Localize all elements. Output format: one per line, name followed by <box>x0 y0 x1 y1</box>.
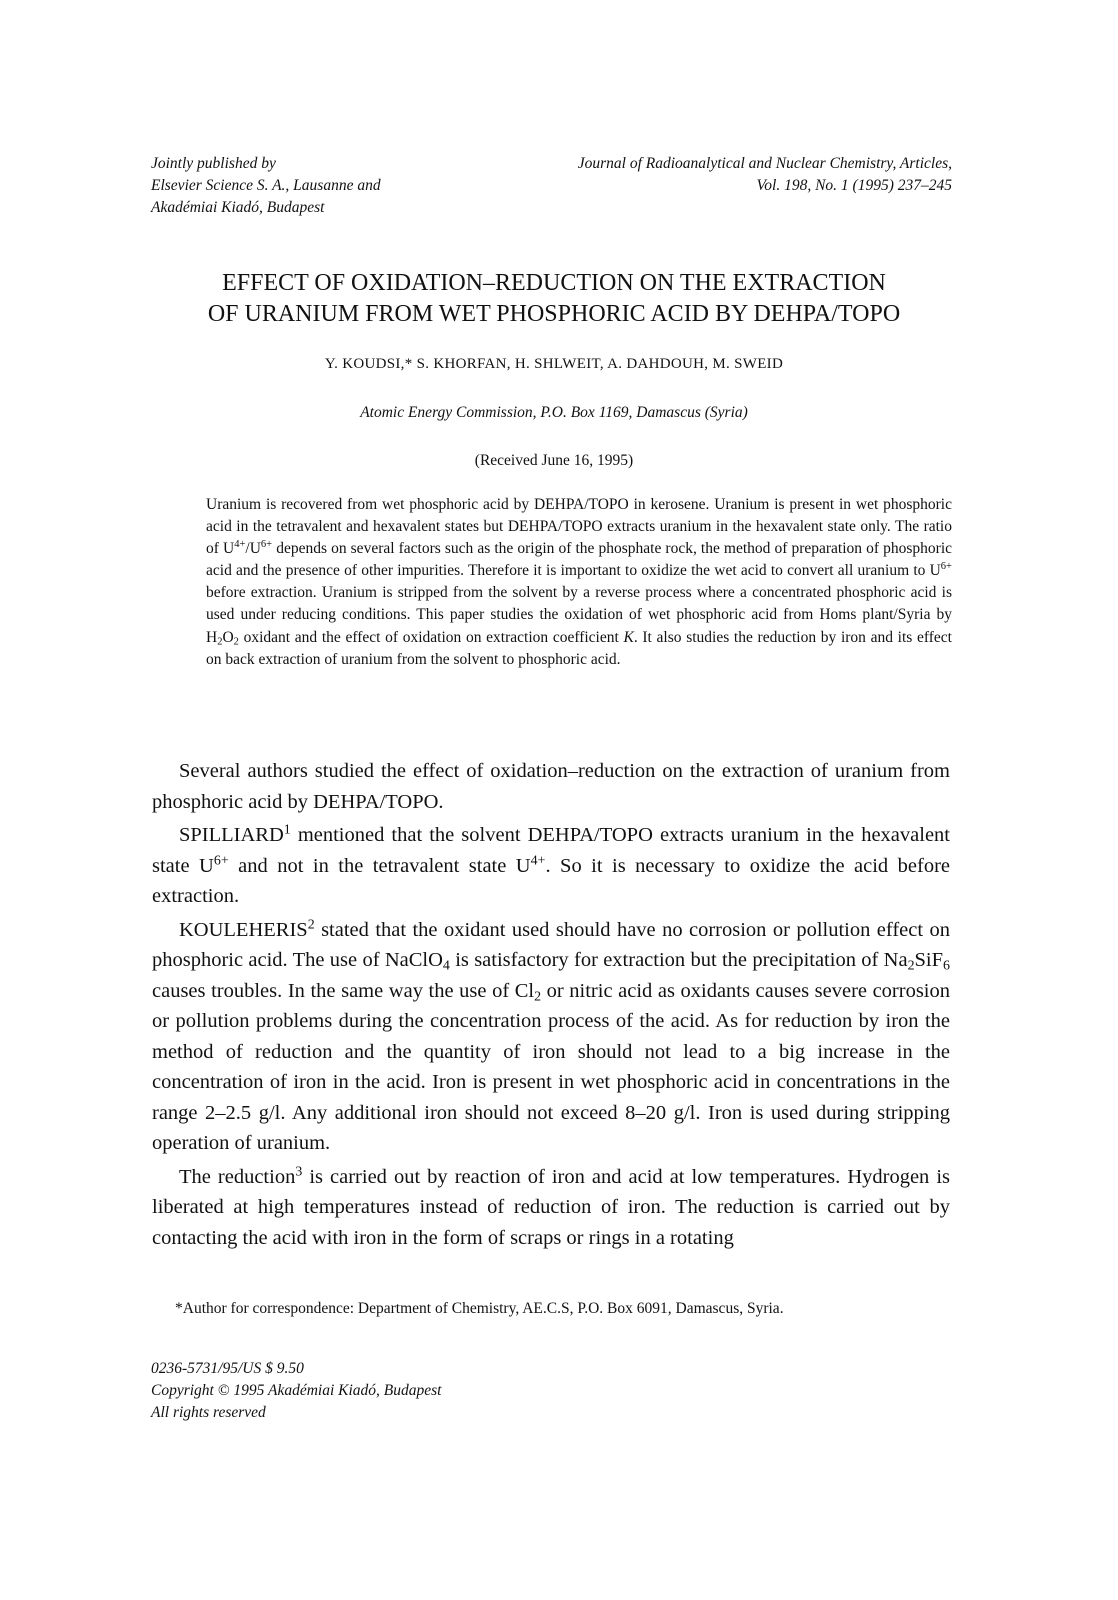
title-line-2: OF URANIUM FROM WET PHOSPHORIC ACID BY DEHPA/TOPO <box>207 301 901 327</box>
author-list: Y. KOUDSI,* S. KHORFAN, H. SHLWEIT, A. DAHDOUH, M. SWEID <box>324 356 784 372</box>
copyright-line: Copyright © 1995 Akadémiai Kiadó, Budapest <box>151 1382 442 1399</box>
abstract: Uranium is recovered from wet phosphoric acid by DEHPA/TOPO in kerosene. Uranium is present in wet phosphoric acid in the tetravalent and hexavalent states but DEHPA/TOPO extracts uranium in the hexavalent state only. The ratio of $U^{4+}/U^{6+}$ depends on several factors such as the origin of the phosphate rock, the method of preparation of phosphoric acid and the presence of other impurities. Therefore it is important to oxidize the wet acid to convert all uranium to $U^{6+}$ before extraction. Uranium is stripped from the solvent by a reverse process where a concentrated phosphoric acid is used under reducing conditions. This paper studies the oxidation of wet phosphoric acid from Homs plant/Syria by $H_2O_2$ oxidant and the effect of oxidation on extraction coefficient K. It also studies the reduction by iron and its effect on back extraction of uranium from the solvent to phosphoric acid. <box>206 496 952 668</box>
paragraph: SPILLIARD$^1$ mentioned that the solvent DEHPA/TOPO extracts uranium in the hexavalent state $U^{6+}$ and not in the tetravalent state $U^{4+}$. So it is necessary to oxidize the acid before extraction. <box>152 822 950 907</box>
journal-line: Journal of Radioanalytical and Nuclear Chemistry, Articles, <box>577 155 952 172</box>
issn-price: 0236-5731/95/US $ 9.50 <box>151 1360 304 1377</box>
title-line-1: EFFECT OF OXIDATION–REDUCTION ON THE EXTRACTION <box>222 270 886 296</box>
publisher-line: Jointly published by <box>151 155 276 172</box>
publisher-line: Akadémiai Kiadó, Budapest <box>151 199 325 216</box>
paragraph: KOULEHERIS$^2$ stated that the oxidant used should have no corrosion or pollution effect on phosphoric acid. The use of NaClO$_4$ is satisfactory for extraction but the precipitation of $Na_2SiF_6$ causes troubles. In the same way the use of $Cl_2$ or nitric acid as oxidants causes severe corrosion or pollution problems during the concentration process of the acid. As for reduction by iron the method of reduction and the quantity of iron should not lead to a big increase in the concentration of iron in the acid. Iron is present in wet phosphoric acid in concentrations in the range 2–2.5 g/l. Any additional iron should not exceed 8–20 g/l. Iron is used during stripping operation of uranium. <box>152 916 950 1154</box>
paragraph: The reduction$^3$ is carried out by reaction of iron and acid at low temperatures. Hydrogen is liberated at high temperatures instead of reduction of iron. The reduction is carried out by contacting the acid with iron in the form of scraps or rings in a rotating <box>152 1163 950 1249</box>
correspondence-footnote: *Author for correspondence: Department of Chemistry, AE.C.S, P.O. Box 6091, Damascus, Syria. <box>175 1300 784 1317</box>
rights-line: All rights reserved <box>151 1404 266 1421</box>
received-date: (Received June 16, 1995) <box>474 452 634 469</box>
paragraph: Several authors studied the effect of oxidation–reduction on the extraction of uranium from phosphoric acid by DEHPA/TOPO. <box>152 760 950 813</box>
journal-citation <box>470 153 952 197</box>
body-text <box>152 756 950 1256</box>
journal-volume: Vol. 198, No. 1 (1995) 237–245 <box>756 177 952 194</box>
publisher-line: Elsevier Science S. A., Lausanne and <box>151 177 381 194</box>
paper-title <box>140 268 968 330</box>
publisher-info <box>151 153 491 219</box>
affiliation: Atomic Energy Commission, P.O. Box 1169, Damascus (Syria) <box>360 404 748 421</box>
copyright-block <box>151 1358 551 1424</box>
